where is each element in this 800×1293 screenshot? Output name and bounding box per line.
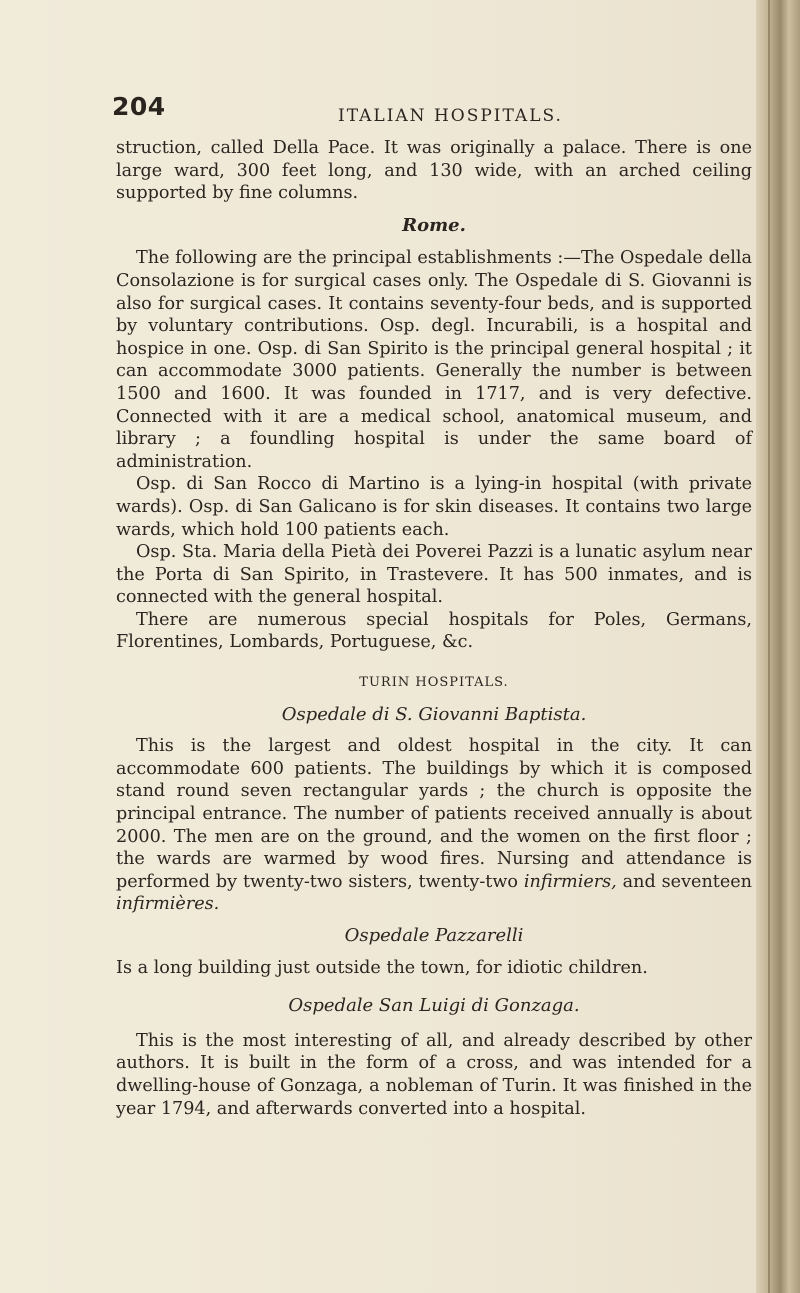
giovanni-text-infirmiers: infirmiers, xyxy=(523,871,617,892)
paragraph-giovanni-baptista xyxy=(116,735,752,916)
giovanni-text-infirmieres: infirmières. xyxy=(116,894,220,915)
page-body xyxy=(116,137,752,1120)
paragraph-rome-san-rocco: Osp. di San Rocco di Martino is a lying-in hospital (with private wards). Osp. di San Galicano is for skin diseases. It contains two large wards, which hold 100 patients each. xyxy=(116,474,752,540)
page-header xyxy=(112,92,752,128)
page-number: 204 xyxy=(112,92,166,121)
paragraph-rome-pieta: Osp. Sta. Maria della Pietà dei Poverei Pazzi is a lunatic asylum near the Porta di San Spirito, in Trastevere. It has 500 inmates, and is connected with the general hospital. xyxy=(116,542,752,608)
giovanni-text-main: This is the largest and oldest hospital in the city. It can accommodate 600 patients. The buildings by which it is composed stand round seven rectangular yards ; the church is opposite the principal entrance. The number of patients received annually is about 2000. The men are on the ground, and the women on the first floor ; the wards are warmed by wood fires. Nursing and attendance is performed by twenty-two sisters, twenty-two xyxy=(116,736,752,892)
subheading-gonzaga: Ospedale San Luigi di Gonzaga. xyxy=(288,995,580,1017)
paragraph-intro: struction, called Della Pace. It was originally a palace. There is one large ward, 300 feet long, and 130 wide, with an arched ceiling supported by fine columns. xyxy=(116,138,752,204)
section-heading-turin: TURIN HOSPITALS. xyxy=(359,675,509,691)
paragraph-gonzaga: This is the most interesting of all, and already described by other authors. It is built in the form of a cross, and was intended for a dwelling-house of Gonzaga, a nobleman of Turin. It was finished in the year 1794, and afterwards converted into a hospital. xyxy=(116,1030,752,1119)
paragraph-rome-establishments: The following are the principal establishments :—The Ospedale della Consolazione is for surgical cases only. The Ospedale di S. Giovanni is also for surgical cases. It contains seventy-four beds, and is supported by voluntary contributions. Osp. degl. Incurabili, is a hospital and hospice in one. Osp. di San Spirito is the principal general hospital ; it can accommodate 3000 patients. Generally the number is between 1500 and 1600. It was founded in 1717, and is very defective. Connected with it are a medical school, anatomical museum, and library ; a foundling hospital is under the same board of administration. xyxy=(116,248,752,472)
page-edge-shadow xyxy=(756,0,800,1293)
subheading-pazzarelli: Ospedale Pazzarelli xyxy=(344,925,524,946)
section-heading-rome: Rome. xyxy=(402,214,466,236)
paragraph-pazzarelli: Is a long building just outside the town, for idiotic children. xyxy=(116,957,648,978)
paragraph-rome-special: There are numerous special hospitals for Poles, Germans, Florentines, Lombards, Portuguese, &c. xyxy=(116,609,752,653)
giovanni-text-mid: and seventeen xyxy=(616,871,752,892)
running-head: ITALIAN HOSPITALS. xyxy=(338,106,563,126)
page-gutter-line xyxy=(768,0,770,1293)
subheading-giovanni-baptista: Ospedale di S. Giovanni Baptista. xyxy=(281,703,587,725)
